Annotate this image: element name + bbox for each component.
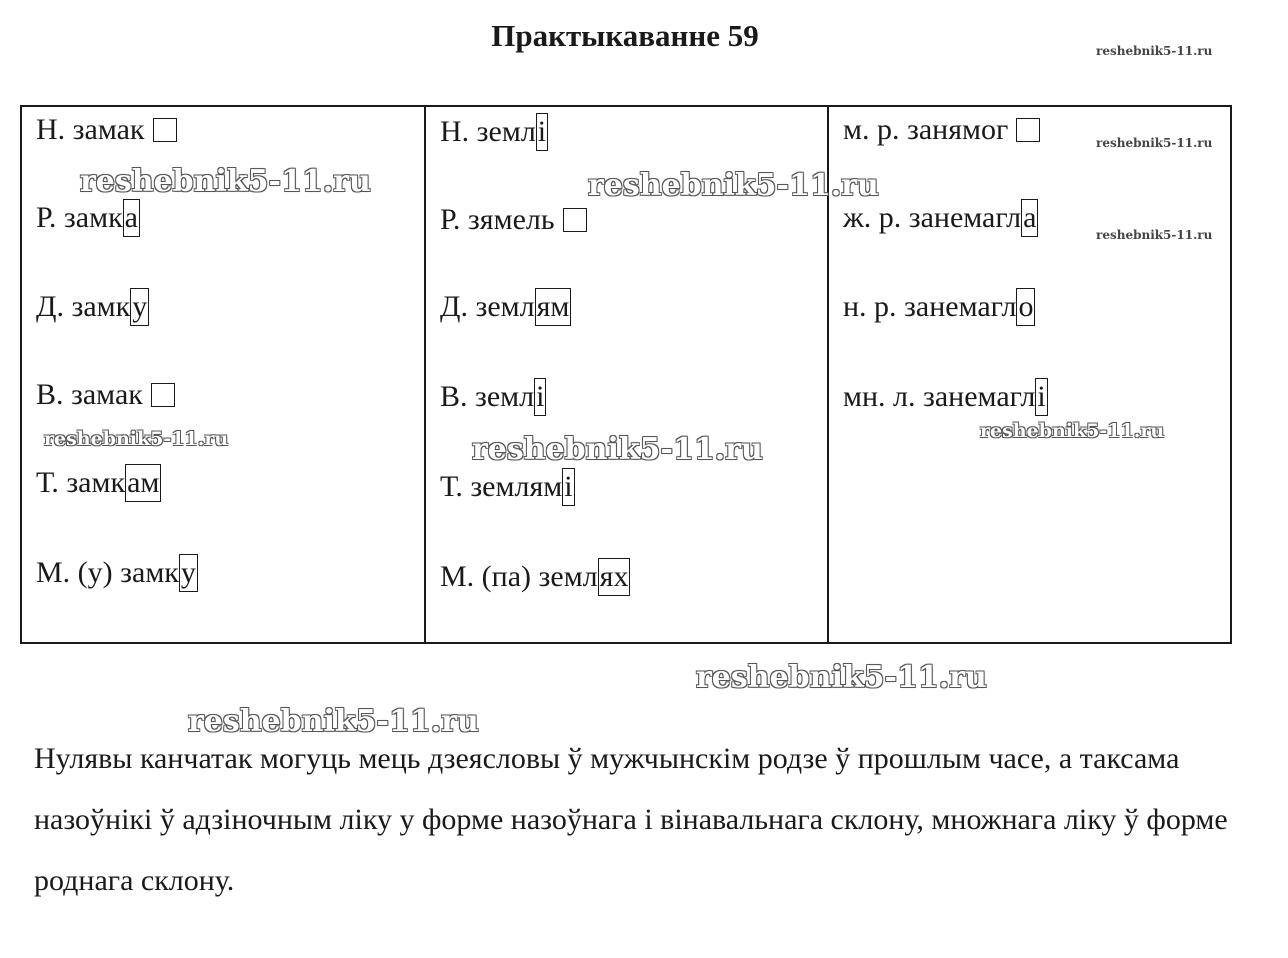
- verb-row: [843, 111, 1040, 149]
- zero-ending-box: [563, 208, 587, 232]
- word-stem: Р. зямель: [440, 203, 555, 236]
- case-row: [440, 201, 587, 239]
- case-row: [36, 199, 140, 237]
- case-row: [36, 288, 149, 326]
- explanation-paragraph: Нулявы канчатак могуць мець дзеясловы ў мужчынскім родзе ў прошлым часе, а таксама назоўнікі ў адзіночным ліку у форме назоўнага і вінавальнага склону, множнага ліку ў форме роднага склону.: [34, 742, 1228, 897]
- watermark: reshebnik5-11.ru: [472, 432, 763, 467]
- watermark: reshebnik5-11.ru: [980, 420, 1165, 442]
- word-stem: Д. земл: [440, 290, 535, 323]
- watermark: reshebnik5-11.ru: [1096, 136, 1213, 150]
- word-stem: м. р. занямог: [843, 113, 1009, 146]
- word-stem: М. (па) земл: [440, 560, 598, 593]
- case-row: [36, 376, 175, 414]
- word-stem: В. земл: [440, 380, 535, 413]
- word-stem: Д. замк: [36, 290, 131, 323]
- word-stem: Н. замак: [36, 113, 145, 146]
- case-row: [440, 468, 575, 506]
- ending-box: і: [536, 113, 548, 151]
- ending-box: і: [1035, 378, 1047, 416]
- watermark: reshebnik5-11.ru: [188, 704, 479, 739]
- word-stem: Р. замк: [36, 201, 123, 234]
- case-row: [36, 111, 177, 149]
- ending-box: ях: [598, 558, 631, 596]
- ending-box: і: [534, 378, 546, 416]
- case-row: [440, 288, 571, 326]
- verb-row: [843, 288, 1035, 326]
- watermark: reshebnik5-11.ru: [696, 660, 987, 695]
- ending-box: ам: [125, 464, 161, 502]
- word-stem: н. р. занемагл: [843, 290, 1017, 323]
- column-zyamlya: [426, 107, 829, 642]
- verb-row: [843, 378, 1048, 416]
- word-stem: В. замак: [36, 378, 143, 411]
- ending-box: а: [123, 199, 140, 237]
- zero-ending-box: [153, 118, 177, 142]
- word-stem: Т. замк: [36, 466, 126, 499]
- word-stem: мн. л. занемагл: [843, 380, 1036, 413]
- case-row: [36, 464, 161, 502]
- word-stem: ж. р. занемагл: [843, 201, 1022, 234]
- column-zamak: [22, 107, 426, 642]
- case-row: [36, 554, 198, 592]
- ending-box: і: [562, 468, 574, 506]
- word-stem: Т. землям: [440, 470, 563, 503]
- ending-box: у: [179, 554, 198, 592]
- word-stem: Н. земл: [440, 115, 536, 148]
- zero-ending-box: [1016, 118, 1040, 142]
- ending-box: ям: [535, 288, 572, 326]
- ending-box: у: [130, 288, 149, 326]
- watermark: reshebnik5-11.ru: [1096, 228, 1213, 242]
- watermark: reshebnik5-11.ru: [588, 168, 879, 203]
- ending-box: а: [1021, 199, 1038, 237]
- case-row: [440, 378, 546, 416]
- ending-box: о: [1016, 288, 1035, 326]
- declension-table: [20, 105, 1232, 644]
- watermark: reshebnik5-11.ru: [1096, 44, 1213, 58]
- word-stem: М. (у) замк: [36, 556, 179, 589]
- page-title: Практыкаванне 59: [491, 18, 759, 53]
- case-row: [440, 113, 548, 151]
- column-zanyamog: [829, 107, 1230, 642]
- watermark: reshebnik5-11.ru: [80, 164, 371, 199]
- watermark: reshebnik5-11.ru: [44, 428, 229, 450]
- zero-ending-box: [151, 383, 175, 407]
- verb-row: [843, 199, 1038, 237]
- case-row: [440, 558, 630, 596]
